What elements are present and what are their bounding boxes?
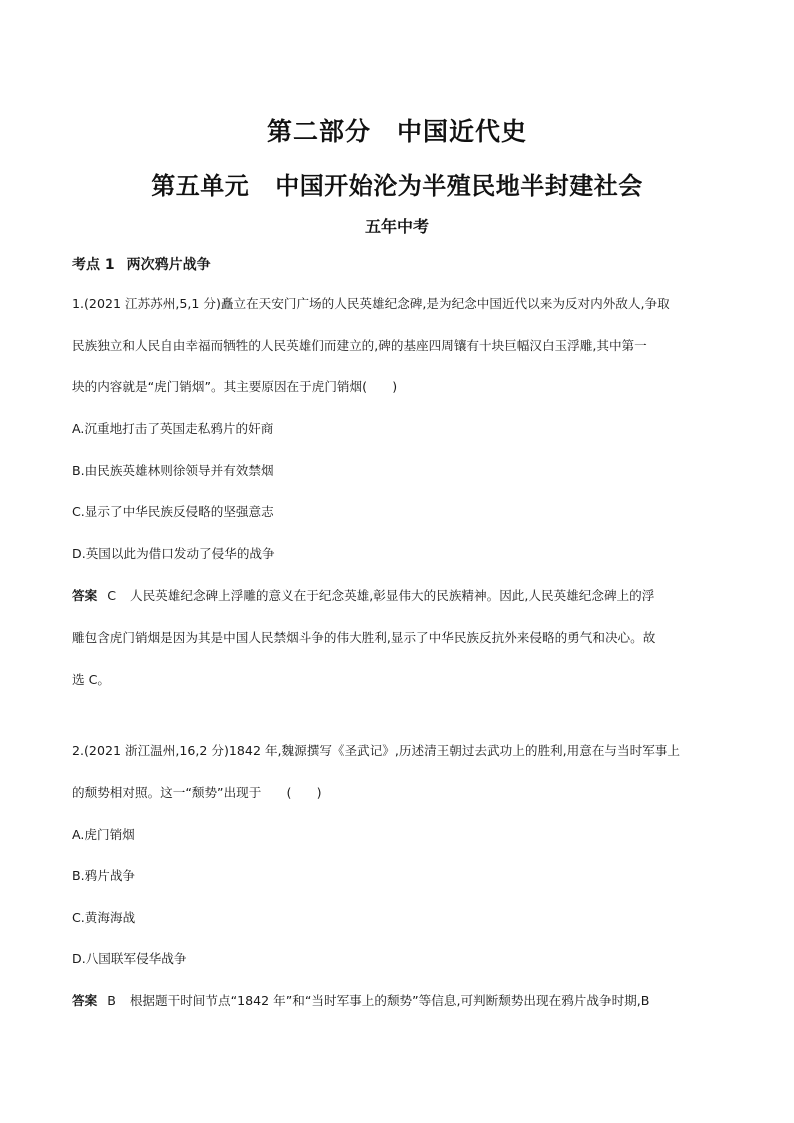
unit-title-name: 中国开始沦为半殖民地半封建社会 [275, 172, 643, 200]
answer-explanation-line: 选 C。 [72, 672, 110, 687]
part-title-name: 中国近代史 [397, 117, 528, 146]
answer-explanation-line: 雕包含虎门销烟是因为其是中国人民禁烟斗争的伟大胜利,显示了中华民族反抗外来侵略的勇气和决心。故 [72, 630, 656, 645]
section-heading [72, 254, 211, 274]
answer-label: 答案 [72, 588, 98, 603]
question-2-option-d: D.八国联军侵华战争 [72, 951, 187, 966]
section-label: 考点 1 [72, 257, 115, 273]
question-1-stem-line: 民族独立和人民自由幸福而牺牲的人民英雄们而建立的,碑的基座四周镶有十块巨幅汉白玉浮雕,其中第一 [72, 338, 647, 353]
question-1-answer [72, 588, 724, 604]
question-1-option-c: C.显示了中华民族反侵略的坚强意志 [72, 504, 274, 519]
question-1-option-b: B.由民族英雄林则徐领导并有效禁烟 [72, 463, 274, 478]
part-title-number: 第二部分 [266, 117, 371, 146]
question-1-stem-line: 1.(2021 江苏苏州,5,1 分)矗立在天安门广场的人民英雄纪念碑,是为纪念中国近代以来为反对内外敌人,争取 [72, 296, 670, 311]
question-2-option-b: B.鸦片战争 [72, 868, 136, 883]
answer-label: 答案 [72, 993, 98, 1008]
answer-explanation-line: 根据题干时间节点“1842 年”和“当时军事上的颓势”等信息,可判断颓势出现在鸦片战争时期,B [129, 993, 650, 1008]
question-2-option-c: C.黄海海战 [72, 910, 136, 925]
answer-letter: B [107, 993, 116, 1008]
answer-letter: C [107, 588, 116, 603]
page-subtitle: 五年中考 [364, 217, 429, 236]
question-2-answer [72, 993, 724, 1009]
unit-title [0, 166, 794, 201]
question-1-stem-line: 块的内容就是“虎门销烟”。其主要原因在于虎门销烟( ) [72, 379, 398, 394]
question-2-option-a: A.虎门销烟 [72, 827, 135, 842]
question-2-stem-line: 2.(2021 浙江温州,16,2 分)1842 年,魏源撰写《圣武记》,历述清王朝过去武功上的胜利,用意在与当时军事上 [72, 743, 680, 758]
answer-explanation-line: 人民英雄纪念碑上浮雕的意义在于纪念英雄,彰显伟大的民族精神。因此,人民英雄纪念碑上的浮 [129, 588, 655, 603]
unit-title-number: 第五单元 [151, 172, 250, 200]
question-1-option-d: D.英国以此为借口发动了侵华的战争 [72, 546, 275, 561]
question-2-stem-line: 的颓势相对照。这一“颓势”出现于 ( ) [72, 785, 322, 800]
part-title [0, 112, 794, 148]
question-1-option-a: A.沉重地打击了英国走私鸦片的奸商 [72, 421, 274, 436]
section-name: 两次鸦片战争 [126, 257, 211, 273]
